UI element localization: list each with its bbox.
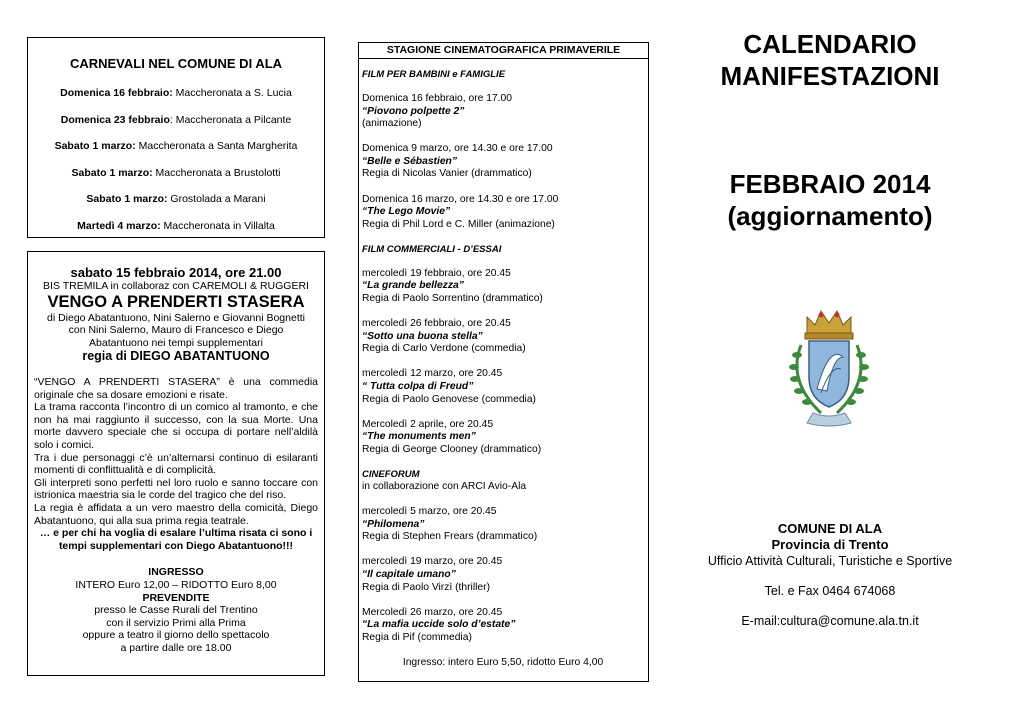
- film-when: mercoledì 26 febbraio, ore 20.45: [362, 318, 511, 330]
- film-title: “La grande bellezza”: [362, 280, 464, 292]
- film-entry: [362, 556, 644, 594]
- film-title: “The monuments men”: [362, 431, 476, 443]
- show-date: sabato 15 febbraio 2014, ore 21.00: [70, 265, 282, 280]
- film-title: “ Tutta colpa di Freud”: [362, 381, 474, 392]
- prevendite-line: oppure a teatro il giorno dello spettacolo: [82, 629, 270, 642]
- paragraph: La regia è affidata a un vero maestro della comicità, Diego Abatantuono, qui alla sua prima regia teatrale.: [34, 501, 318, 527]
- show-title: VENGO A PRENDERTI STASERA: [47, 292, 305, 311]
- carnevali-list: [36, 87, 316, 232]
- show-regia: regia di DIEGO ABATANTUONO: [82, 349, 270, 363]
- ticket-info: [34, 566, 318, 654]
- main-title-2: MANIFESTAZIONI: [720, 61, 940, 91]
- film-entry: [362, 506, 644, 544]
- film-when: Domenica 9 marzo, ore 14.30 e ore 17.00: [362, 143, 553, 155]
- film-info: Regia di Carlo Verdone (commedia): [362, 343, 526, 355]
- cinema-header: STAGIONE CINEMATOGRAFICA PRIMAVERILE: [359, 43, 648, 59]
- coat-of-arms-icon: [777, 305, 881, 431]
- prevendite-line: con il servizio Primi alla Prima: [106, 616, 246, 629]
- paragraph: “VENGO A PRENDERTI STASERA” è una commedia originale che sa dosare emozioni e risate.: [34, 376, 318, 401]
- film-title: “Piovono polpette 2”: [362, 105, 465, 117]
- event-date: Sabato 1 marzo:: [71, 166, 153, 179]
- film-entry: [362, 194, 644, 232]
- cinema-section-title: FILM PER BAMBINI e FAMIGLIE: [362, 69, 506, 80]
- film-when: Mercoledì 26 marzo, ore 20.45: [362, 606, 503, 618]
- film-when: Domenica 16 marzo, ore 14.30 e ore 17.00: [362, 193, 559, 205]
- film-title: “Philomena”: [362, 518, 425, 530]
- film-when: Domenica 16 febbraio, ore 17.00: [362, 93, 512, 104]
- film-entry: [362, 368, 644, 406]
- teatro-box: [27, 251, 325, 676]
- carnevale-event: [36, 87, 316, 99]
- ingresso-heading: INGRESSO: [148, 566, 204, 579]
- film-info: (animazione): [362, 118, 422, 130]
- film-entry: [362, 268, 644, 306]
- film-when: mercoledì 12 marzo, ore 20.45: [362, 368, 503, 380]
- show-cast-2: Abatantuono nei tempi supplementari: [89, 336, 263, 349]
- show-description: [34, 376, 318, 552]
- show-cast: con Nini Salerno, Mauro di Francesco e Diego: [68, 324, 284, 336]
- film-info: Regia di Paolo Sorrentino (drammatico): [362, 293, 543, 305]
- carnevale-event: [36, 193, 316, 205]
- event-date: Domenica 16 febbraio:: [60, 87, 173, 99]
- cinema-section-title: FILM COMMERCIALI - D’ESSAI: [362, 243, 502, 255]
- film-entry: [362, 143, 644, 181]
- prevendite-heading: PREVENDITE: [142, 591, 210, 604]
- carnevale-event: [36, 140, 316, 152]
- cinema-box: [358, 42, 649, 682]
- closing-line: … e per chi ha voglia di esalare l’ultima risata ci sono i tempi supplementari con Diego Abatantuono!!!: [39, 527, 313, 552]
- film-title: “Il capitale umano”: [362, 568, 456, 580]
- event-date: Sabato 1 marzo:: [86, 193, 168, 205]
- carnevali-box: [27, 37, 325, 238]
- prevendite-line: presso le Casse Rurali del Trentino: [94, 604, 258, 617]
- carnevale-event: [36, 167, 316, 179]
- prevendite-line: a partire dalle ore 18.00: [120, 641, 232, 654]
- carnevale-event: [36, 220, 316, 232]
- film-info: Regia di Stephen Frears (drammatico): [362, 531, 538, 543]
- film-info: Regia di Paolo Genovese (commedia): [362, 393, 536, 405]
- film-when: Mercoledì 2 aprile, ore 20.45: [362, 418, 494, 430]
- ingresso-prices: INTERO Euro 12,00 – RIDOTTO Euro 8,00: [75, 578, 277, 591]
- carnevale-event: [36, 114, 316, 126]
- show-authors: di Diego Abatantuono, Nini Salerno e Giovanni Bognetti: [46, 311, 305, 324]
- film-entry: [362, 93, 644, 131]
- contact-block: [680, 521, 980, 629]
- film-title: “Sotto una buona stella”: [362, 330, 483, 342]
- film-info: Regia di George Clooney (drammatico): [362, 443, 542, 455]
- email[interactable]: E-mail:cultura@comune.ala.tn.it: [741, 614, 919, 628]
- cinema-program: [362, 69, 644, 644]
- film-entry: [362, 419, 644, 457]
- event-name: Maccheronata a S. Lucia: [172, 87, 292, 99]
- event-name: Maccheronata in Villalta: [160, 219, 275, 232]
- film-title: “Belle e Sébastien”: [362, 155, 457, 167]
- cinema-section-subtitle: in collaborazione con ARCI Avio-Ala: [362, 480, 527, 492]
- paragraph: Gli interpreti sono perfetti nel loro ruolo e sanno toccare con istrionica maestria sia le corde del tragico che del riso.: [34, 476, 318, 502]
- film-entry: [362, 607, 644, 645]
- provincia: Provincia di Trento: [771, 537, 889, 552]
- comune-name: COMUNE DI ALA: [777, 521, 883, 536]
- film-when: mercoledì 19 marzo, ore 20.45: [362, 556, 503, 568]
- event-date: Martedì 4 marzo:: [77, 219, 161, 232]
- film-when: mercoledì 5 marzo, ore 20.45: [362, 506, 497, 518]
- main-title-1: CALENDARIO: [743, 29, 917, 59]
- event-name: : Maccheronata a Pilcante: [169, 113, 292, 126]
- cinema-prices: Ingresso: intero Euro 5,50, ridotto Euro 4,00: [402, 656, 604, 668]
- event-name: Grostolada a Marani: [167, 193, 266, 205]
- subtitle-2: (aggiornamento): [727, 201, 933, 231]
- ufficio: Ufficio Attività Culturali, Turistiche e Sportive: [707, 554, 953, 568]
- film-info: Regia di Pif (commedia): [362, 631, 472, 643]
- event-date: Domenica 23 febbraio: [60, 113, 170, 126]
- paragraph: La trama racconta l’incontro di un comico al tramonto, e che non ha mai raggiunto il successo, con la sua Morte. Una morte davvero speciale che si occupa di portare nell’aldilà solo i comici.: [34, 401, 318, 451]
- show-collab: BIS TREMILA in collaboraz con CAREMOLI & RUGGERI: [43, 280, 309, 292]
- telephone: Tel. e Fax 0464 674068: [764, 584, 896, 598]
- cinema-section-title: CINEFORUM: [362, 468, 420, 480]
- film-info: Regia di Nicolas Vanier (drammatico): [362, 168, 532, 180]
- film-title: “La mafia uccide solo d’estate”: [362, 619, 516, 631]
- right-column: [680, 28, 980, 232]
- event-name: Maccheronata a Brustolotti: [152, 166, 281, 179]
- paragraph: Tra i due personaggi c’è un’alternarsi continuo di esilaranti momenti di conflittualità e di complicità.: [34, 451, 318, 477]
- film-info: Regia di Paolo Virzì (thriller): [362, 581, 490, 593]
- film-info: Regia di Phil Lord e C. Miller (animazione): [362, 218, 555, 230]
- event-date: Sabato 1 marzo:: [54, 140, 136, 152]
- carnevali-title: CARNEVALI NEL COMUNE DI ALA: [69, 56, 283, 71]
- event-name: Maccheronata a Santa Margherita: [135, 140, 298, 152]
- subtitle-1: FEBBRAIO 2014: [729, 169, 931, 199]
- film-entry: [362, 318, 644, 356]
- film-when: mercoledì 19 febbraio, ore 20.45: [362, 267, 511, 279]
- film-title: “The Lego Movie”: [362, 206, 451, 218]
